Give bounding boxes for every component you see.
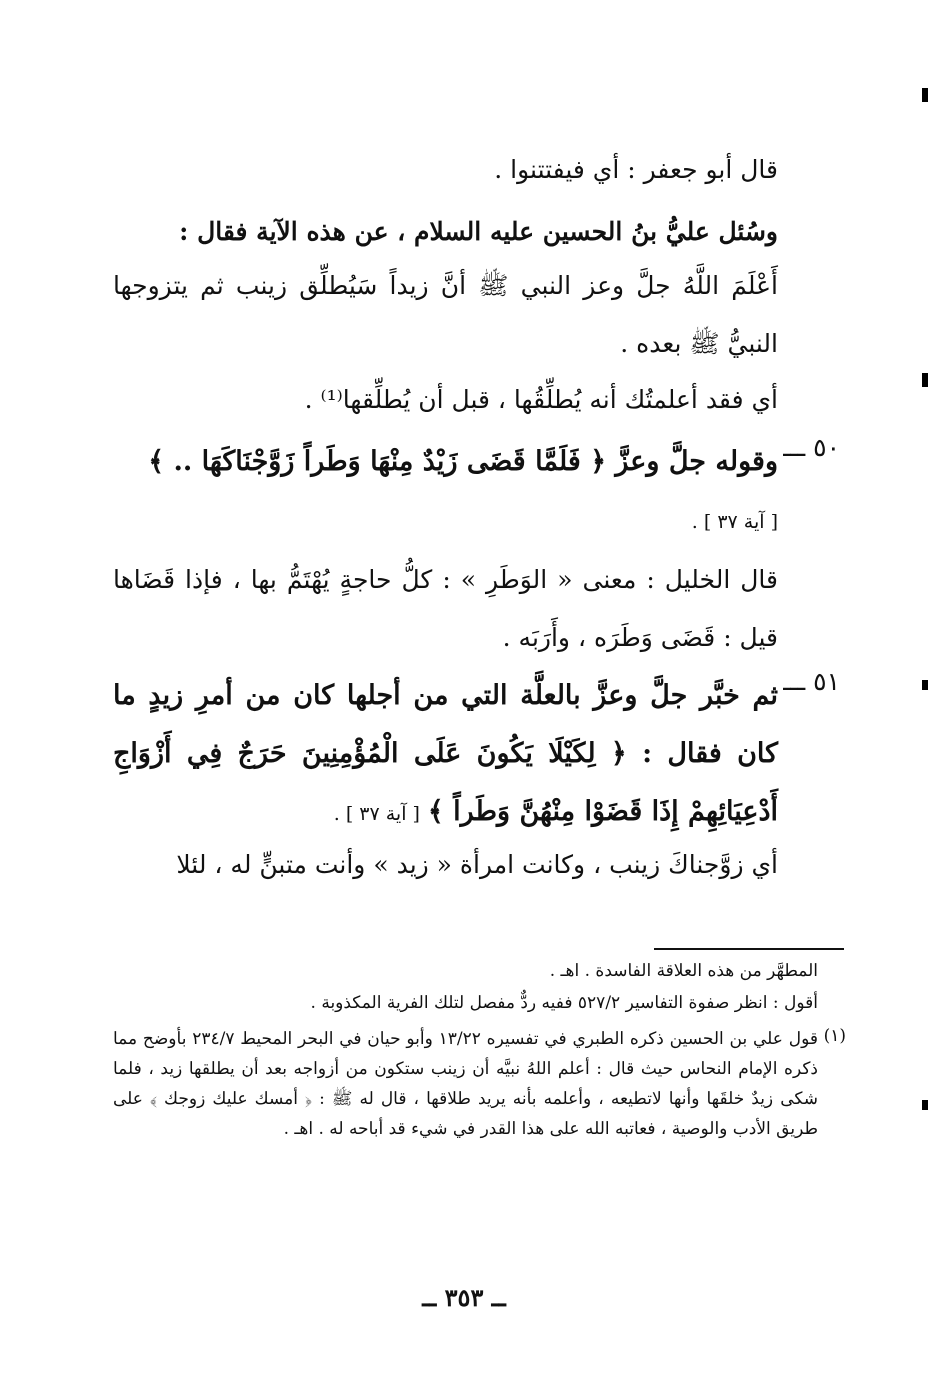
paragraph-text: قال أبو جعفر : أي فيفتتنوا .	[494, 155, 778, 184]
edge-mark	[922, 1100, 928, 1110]
paragraph-text: أَعْلَمَ اللَّهُ جلَّ وعز النبي ﷺ أنَّ زيداً سَيُطلِّق زينب ثم يتزوجها النبيُّ ﷺ بعده .	[113, 271, 778, 358]
paragraph-explanation	[113, 371, 778, 429]
paragraph-khalil	[113, 551, 778, 667]
paragraph-text: وسُئل عليُّ بنُ الحسين عليه السلام ، عن هذه الآية فقال :	[179, 217, 778, 246]
footnote-text: قول علي بن الحسين ذكره الطبري في تفسيره ١٣/٢٢ وأبو حيان في البحر المحيط ٢٣٤/٧ بأوضح مما ذكره الإمام النحاس حيث قال : أعلم اللهُ نبيَّه أن زينب ستكون من أزواجه بعد أن يطلقها زيد ، فلما شكى زيدٌ خلقَها وأنها لاتطيعه ، وأعلمه بأنه يريد طلاقها ، قال له ﷺ : ﴿ أمسك عليك زوجك ﴾ على طريق الأدب والوصية ، فعاتبه الله على هذا القدر في شيء قد أباحه له . اهـ .	[113, 1029, 819, 1139]
edge-mark	[922, 373, 928, 387]
paragraph-zawwajnaka	[113, 836, 778, 894]
paragraph-ali-question	[113, 203, 778, 261]
section-text: وقوله جلَّ وعزَّ ﴿ فَلَمَّا قَضَى زَيْدٌ مِنْهَا وَطَراً زَوَّجْنَاكَهَا .. ﴾	[148, 446, 778, 477]
verse-reference: [ آية ٣٧ ] .	[333, 803, 420, 825]
section-50	[113, 433, 778, 551]
footnote-1	[113, 1024, 818, 1144]
section-number: ٥٠ ـــ	[783, 433, 840, 462]
section-number: ٥١ ـــ	[783, 667, 840, 696]
paragraph-text: قال الخليل : معنى « الوَطَرِ » : كلُّ حاجةٍ يُهْتَمُّ بها ، فإذا قَضَاها قيل : قَضَى وَطَرَه ، وأَرَبَه .	[113, 565, 778, 652]
edge-mark	[922, 680, 928, 690]
footnote-text: أقول : انظر صفوة التفاسير ٥٢٧/٢ ففيه ردٌّ مفصل لتلك الفرية المكذوبة .	[310, 993, 818, 1013]
footnote-continuation	[113, 956, 818, 986]
verse-reference: [ آية ٣٧ ] .	[691, 511, 778, 533]
paragraph-text: أي زوَّجناكَ زينب ، وكانت امرأة « زيد » وأنت متبنٍّ له ، لئلا	[176, 850, 778, 879]
footnote-continuation	[113, 988, 818, 1018]
paragraph-ali-answer	[113, 257, 778, 373]
page-number: ــ ٣٥٣ ــ	[422, 1283, 506, 1312]
paragraph-abu-jafar	[113, 141, 778, 199]
section-text: ثم خبَّر جلَّ وعزَّ بالعلَّة التي من أجلها كان من أمرِ زيدٍ ما كان فقال : ﴿ لِكَيْلَا يَكُونَ عَلَى الْمُؤْمِنِينَ حَرَجٌ فِي أَزْوَاجِ أَدْعِيَائِهِمْ إِذَا قَضَوْا مِنْهُنَّ وَطَراً ﴾	[113, 680, 778, 827]
edge-mark	[922, 88, 928, 102]
footnote-text: المطهَّر من هذه العلاقة الفاسدة . اهـ .	[549, 961, 818, 981]
paragraph-text: أي فقد أعلمتُك أنه يُطلِّقُها ، قبل أن يُطلِّقها⁽¹⁾ .	[304, 385, 778, 414]
section-51	[113, 667, 778, 843]
footnote-number: (١)	[823, 1026, 846, 1046]
footnote-separator	[654, 948, 844, 950]
